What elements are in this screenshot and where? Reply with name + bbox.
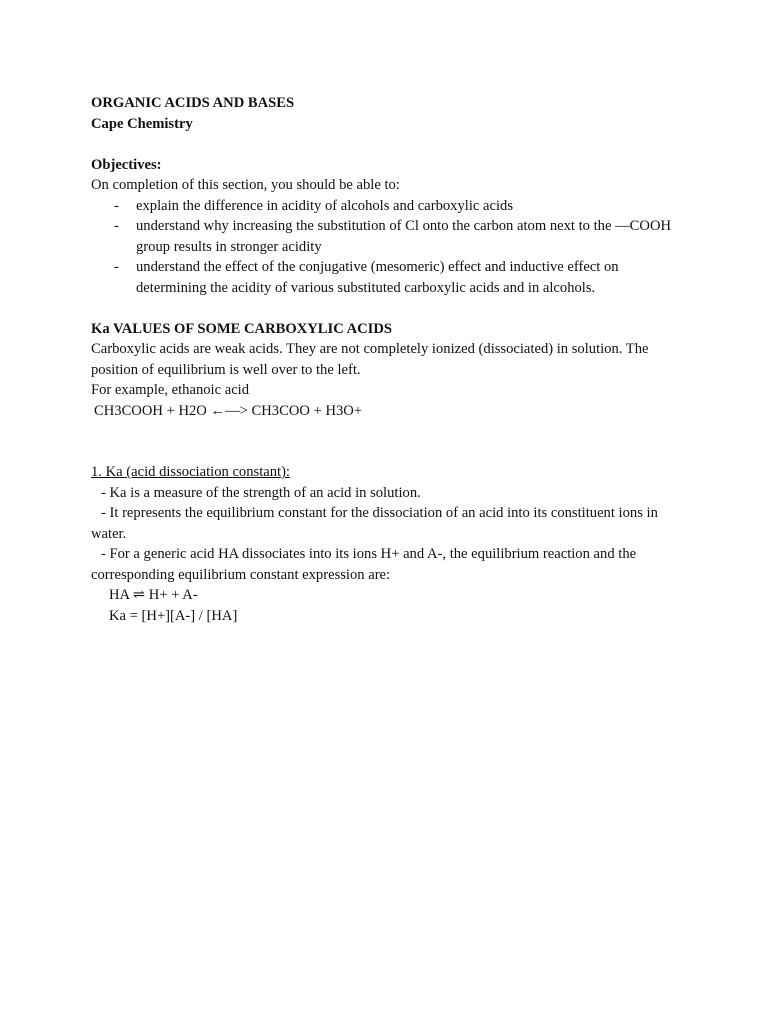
example-intro: For example, ethanoic acid	[91, 382, 250, 398]
section1-point: - It represents the equilibrium constant for the dissociation of an acid into its constituent ions in water.	[91, 505, 658, 542]
section1-heading: 1. Ka (acid dissociation constant):	[91, 464, 290, 480]
section1-point: - For a generic acid HA dissociates into its ions H+ and A-, the equilibrium reaction and the corresponding equilibrium constant expression are:	[91, 546, 637, 583]
spacer	[91, 134, 691, 155]
document-title: ORGANIC ACIDS AND BASES	[91, 95, 295, 111]
ka-paragraph: Carboxylic acids are weak acids. They are not completely ionized (dissociated) in solution. The position of equilibrium is well over to the left.	[91, 341, 649, 378]
document-subtitle: Cape Chemistry	[91, 115, 193, 132]
bullet-dash: -	[114, 259, 119, 275]
document-page	[91, 93, 691, 626]
bullet-dash: -	[114, 218, 119, 234]
objectives-intro: On completion of this section, you should be able to:	[91, 177, 400, 193]
spacer	[91, 421, 691, 462]
example-equation: CH3COOH + H2O ←—> CH3COO + H3O+	[94, 402, 363, 419]
equilibrium-reaction: HA ⇌ H+ + A-	[109, 587, 198, 603]
objectives-list	[91, 196, 691, 299]
bullet-dash: -	[114, 197, 119, 214]
objectives-heading: Objectives:	[91, 156, 162, 173]
objective-item	[91, 196, 691, 217]
equilibrium-expression: Ka = [H+][A-] / [HA]	[109, 607, 238, 624]
ka-heading: Ka VALUES OF SOME CARBOXYLIC ACIDS	[91, 320, 392, 337]
objective-text: explain the difference in acidity of alcohols and carboxylic acids	[136, 197, 513, 214]
section1-point: - Ka is a measure of the strength of an acid in solution.	[101, 484, 421, 501]
objective-text: understand the effect of the conjugative (mesomeric) effect and inductive effect on determining the acidity of various substituted carboxylic acids and in alcohols.	[136, 259, 619, 296]
spacer	[91, 298, 691, 319]
objective-item	[91, 216, 691, 257]
objective-item	[91, 257, 691, 298]
objective-text: understand why increasing the substitution of Cl onto the carbon atom next to the —COOH group results in stronger acidity	[136, 218, 672, 255]
